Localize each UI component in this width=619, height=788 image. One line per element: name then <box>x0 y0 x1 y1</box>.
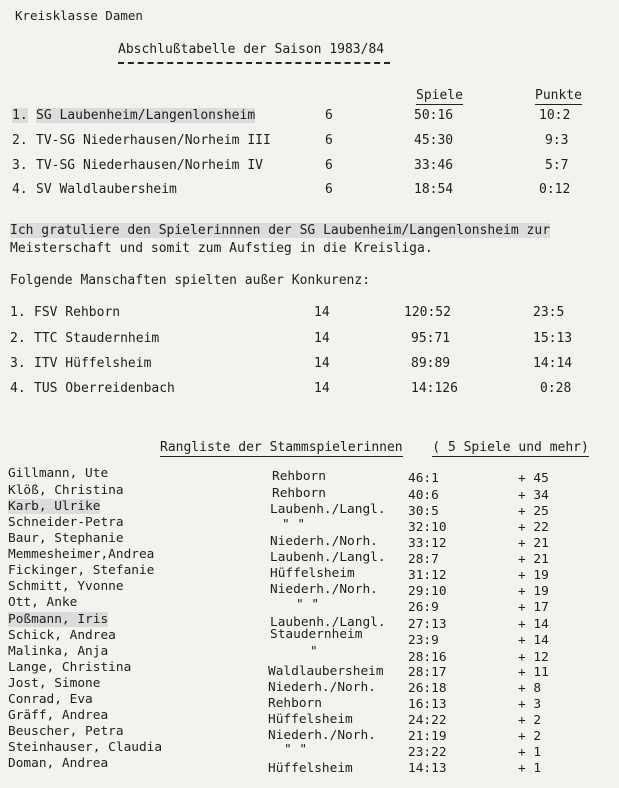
player-row <box>0 466 619 486</box>
player-club: Hüffelsheim <box>268 761 353 776</box>
player-name: Schmitt, Yvonne <box>8 579 124 594</box>
standings-games: 45:30 <box>414 133 454 148</box>
player-club: Laubenh./Langl. <box>270 615 386 630</box>
nc-team: TTC Staudernheim <box>34 331 160 346</box>
standings-team: SV Waldlaubersheim <box>36 182 177 197</box>
player-diff: + 3 <box>518 697 542 712</box>
nc-team: FSV Rehborn <box>34 305 121 320</box>
player-row <box>0 595 619 615</box>
player-name: Klöß, Christina <box>8 483 124 498</box>
nc-points: 23:5 <box>533 305 565 320</box>
player-diff: + 12 <box>518 650 549 665</box>
player-games: 33:12 <box>408 536 447 551</box>
player-name: Schick, Andrea <box>8 628 116 643</box>
nc-pos: 1. <box>10 305 26 320</box>
player-name: Ott, Anke <box>8 595 78 610</box>
player-club: Niederh./Norh. <box>270 582 378 597</box>
standings-team: TV-SG Niederhausen/Norheim IV <box>36 158 263 173</box>
standings-played: 6 <box>325 108 333 123</box>
player-games: 14:13 <box>408 761 447 776</box>
player-diff: + 11 <box>518 665 549 680</box>
standings-played: 6 <box>325 133 333 148</box>
player-name: Lange, Christina <box>8 660 132 675</box>
nc-games: 14:126 <box>411 381 458 396</box>
player-games: 29:10 <box>408 584 447 599</box>
player-club: " <box>310 644 318 659</box>
column-header-points: Punkte <box>535 88 582 103</box>
standings-games: 33:46 <box>414 158 454 173</box>
player-games: 26:9 <box>408 600 439 615</box>
nc-played: 14 <box>314 356 330 371</box>
standings-row <box>0 108 619 126</box>
player-name: Baur, Stephanie <box>8 531 124 546</box>
standings-pos: 4. <box>12 182 28 197</box>
player-club: " " <box>282 517 306 532</box>
player-club: Waldlaubersheim <box>268 664 384 679</box>
player-club: Laubenh./Langl. <box>270 502 386 517</box>
player-club: Niederh./Norh. <box>270 534 378 549</box>
standings-points: 10:2 <box>539 108 571 123</box>
nc-points: 15:13 <box>533 331 573 346</box>
player-diff: + 34 <box>518 488 549 503</box>
player-row <box>0 692 619 712</box>
player-games: 28:17 <box>408 665 447 680</box>
player-row <box>0 708 619 728</box>
ranking-title: Rangliste der Stammspielerinnen <box>160 440 403 455</box>
player-games: 31:12 <box>408 568 447 583</box>
player-games: 23:22 <box>408 745 447 760</box>
player-name: Schneider-Petra <box>8 515 124 530</box>
player-name: Doman, Andrea <box>8 756 109 771</box>
player-name: Beuscher, Petra <box>8 724 124 739</box>
player-club: Laubenh./Langl. <box>270 550 386 565</box>
player-name: Malinka, Anja <box>8 644 109 659</box>
league-name: Kreisklasse Damen <box>15 8 143 23</box>
standings-team: TV-SG Niederhausen/Norheim III <box>36 133 271 148</box>
player-name: Steinhauser, Claudia <box>8 740 163 755</box>
standings-played: 6 <box>325 182 333 197</box>
standings-team: SG Laubenheim/Langenlonsheim <box>36 108 256 123</box>
table-title: Abschlußtabelle der Saison 1983/84 <box>118 42 385 57</box>
nc-played: 14 <box>314 331 330 346</box>
player-row <box>0 660 619 680</box>
player-diff: + 17 <box>518 600 549 615</box>
player-diff: + 2 <box>518 713 542 728</box>
player-row <box>0 499 619 519</box>
player-club: Hüffelsheim <box>268 712 353 727</box>
player-row <box>0 483 619 503</box>
nc-pos: 3. <box>10 356 26 371</box>
standings-row <box>0 158 619 176</box>
player-diff: + 14 <box>518 633 549 648</box>
player-row <box>0 579 619 599</box>
non-competition-intro: Folgende Manschaften spielten außer Konkurenz: <box>10 273 371 288</box>
player-club: Niederh./Norh. <box>268 680 376 695</box>
standings-games: 18:54 <box>414 182 454 197</box>
player-club: " " <box>296 597 320 612</box>
player-diff: + 45 <box>518 471 549 486</box>
player-row <box>0 531 619 551</box>
standings-played: 6 <box>325 158 333 173</box>
nc-team: ITV Hüffelsheim <box>34 356 152 371</box>
nc-points: 0:28 <box>540 381 572 396</box>
standings-points: 0:12 <box>539 182 571 197</box>
player-name: Poßmann, Iris <box>8 612 109 627</box>
nc-played: 14 <box>314 305 330 320</box>
standings-pos: 1. <box>12 108 28 123</box>
player-row <box>0 627 619 648</box>
ranking-note: ( 5 Spiele und mehr) <box>432 440 589 455</box>
standings-points: 9:3 <box>545 133 569 148</box>
player-diff: + 8 <box>518 681 542 696</box>
standings-pos: 3. <box>12 158 28 173</box>
player-diff: + 22 <box>518 520 549 535</box>
player-row <box>0 676 619 696</box>
player-club: Niederh./Norh. <box>268 728 376 743</box>
player-name: Jost, Simone <box>8 676 101 691</box>
player-name: Fickinger, Stefanie <box>8 563 155 578</box>
player-games: 28:16 <box>408 650 447 665</box>
player-name: Conrad, Eva <box>8 692 93 707</box>
nc-row <box>0 381 619 399</box>
player-diff: + 19 <box>518 584 549 599</box>
player-diff: + 14 <box>518 617 549 632</box>
player-games: 24:22 <box>408 713 447 728</box>
nc-row <box>0 331 619 349</box>
player-games: 21:19 <box>408 729 447 744</box>
player-games: 23:9 <box>408 633 439 648</box>
player-row <box>0 644 619 665</box>
player-row <box>0 515 619 535</box>
congrats-line-2: Meisterschaft und somit zum Aufstieg in die Kreisliga. <box>10 241 433 256</box>
ranking-header <box>160 440 589 455</box>
nc-team: TUS Oberreidenbach <box>34 381 175 396</box>
nc-points: 14:14 <box>533 356 573 371</box>
player-games: 16:13 <box>408 697 447 712</box>
player-name: Gräff, Andrea <box>8 708 109 723</box>
player-games: 27:13 <box>408 617 447 632</box>
nc-games: 89:89 <box>411 356 451 371</box>
nc-played: 14 <box>314 381 330 396</box>
player-row <box>0 547 619 567</box>
nc-pos: 4. <box>10 381 26 396</box>
nc-row <box>0 356 619 374</box>
player-games: 28:7 <box>408 552 439 567</box>
player-club: Rehborn <box>272 486 326 501</box>
player-name: Gillmann, Ute <box>8 466 109 481</box>
player-diff: + 25 <box>518 504 549 519</box>
player-row <box>0 724 619 744</box>
player-row <box>0 756 619 776</box>
column-header-games: Spiele <box>416 88 463 103</box>
player-games: 40:6 <box>408 488 439 503</box>
player-club: Hüffelsheim <box>270 566 355 581</box>
standings-games: 50:16 <box>414 108 454 123</box>
standings-pos: 2. <box>12 133 28 148</box>
player-diff: + 2 <box>518 729 542 744</box>
player-row <box>0 563 619 583</box>
player-row <box>0 740 619 760</box>
player-name: Memmesheimer,Andrea <box>8 547 155 562</box>
player-club: Rehborn <box>268 696 322 711</box>
nc-row <box>0 305 619 323</box>
player-diff: + 19 <box>518 568 549 583</box>
player-games: 32:10 <box>408 520 447 535</box>
player-games: 46:1 <box>408 471 439 486</box>
nc-games: 120:52 <box>404 305 451 320</box>
player-games: 26:18 <box>408 681 447 696</box>
player-name: Karb, Ulrike <box>8 499 101 514</box>
standings-points: 5:7 <box>545 158 569 173</box>
player-club: Rehborn <box>272 469 326 484</box>
congrats-line-1: Ich gratuliere den Spielerinnnen der SG Laubenheim/Langenlonsheim zur <box>10 223 551 238</box>
title-dashed-underline <box>118 62 390 64</box>
player-club: Staudernheim <box>270 627 363 642</box>
player-diff: + 1 <box>518 745 542 760</box>
player-club: " " <box>284 742 308 757</box>
nc-games: 95:71 <box>411 331 451 346</box>
player-diff: + 21 <box>518 536 549 551</box>
player-diff: + 21 <box>518 552 549 567</box>
player-diff: + 1 <box>518 761 542 776</box>
nc-pos: 2. <box>10 331 26 346</box>
standings-row <box>0 133 619 151</box>
standings-row <box>0 182 619 200</box>
player-games: 30:5 <box>408 504 439 519</box>
